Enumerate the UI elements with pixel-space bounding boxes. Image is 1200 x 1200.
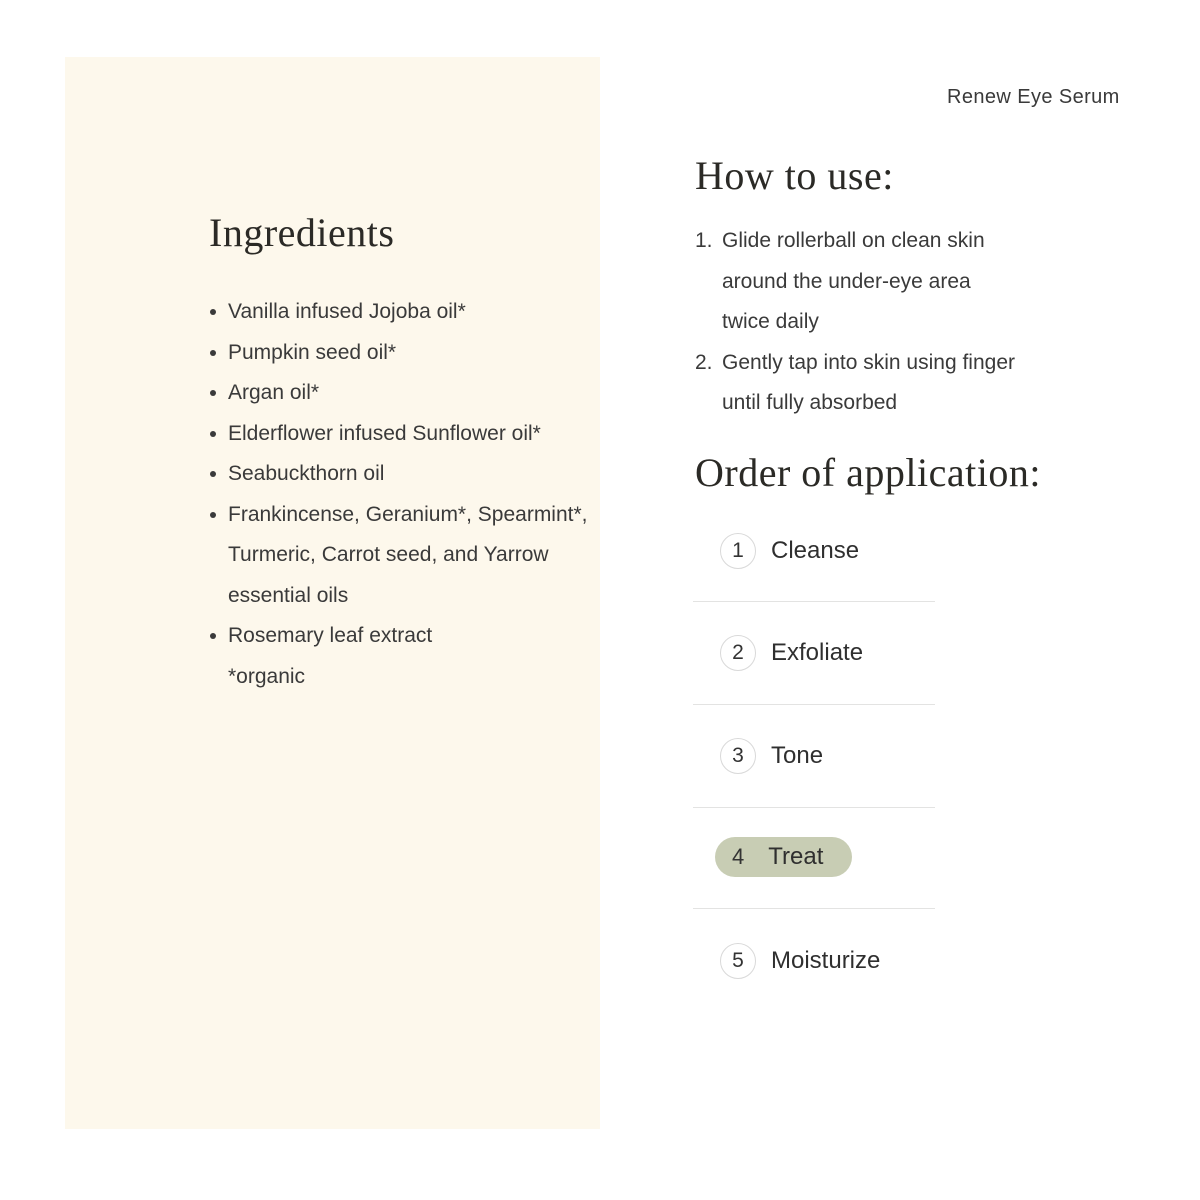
ingredient-text: Seabuckthorn oil [228,462,385,486]
order-of-application-list [693,0,935,1200]
order-step-number: 4 [732,844,745,869]
bullet-dot-icon [210,309,216,315]
product-name: Renew Eye Serum [947,86,1120,108]
ingredient-line [209,535,639,576]
ingredient-line [209,373,639,414]
order-step-label: Cleanse [771,537,860,564]
ingredient-text: Rosemary leaf extract [228,624,433,648]
ingredients-list [209,292,639,697]
order-step [720,533,859,569]
ingredient-line [209,657,639,698]
step-number: 1. [695,229,713,252]
step-number: 2. [695,350,713,374]
divider-line [693,807,935,808]
bullet-dot-icon [210,471,216,477]
order-step-label: Moisturize [771,947,881,974]
bullet-dot-icon [210,512,216,518]
bullet-dot-icon [210,431,216,437]
order-step-number: 3 [720,738,756,774]
ingredient-text: essential oils [228,583,349,607]
order-step-number: 5 [720,943,756,979]
ingredients-title: Ingredients [209,210,395,255]
how-to-use-title: How to use: [695,153,894,198]
divider-line [693,704,935,705]
ingredient-text: Elderflower infused Sunflower oil* [228,421,541,445]
order-step [720,738,823,774]
ingredient-line [209,576,639,617]
divider-line [693,908,935,909]
step-text-line: Gently tap into skin using finger [722,350,1015,374]
order-step-number: 1 [720,533,756,569]
ingredient-text: Frankincense, Geranium*, Spearmint*, [228,502,588,526]
ingredient-line [209,616,639,657]
order-step [720,943,880,979]
ingredient-text: Pumpkin seed oil* [228,340,397,364]
bullet-dot-icon [210,390,216,396]
step-text-line: until fully absorbed [722,391,898,414]
step-text-line: Glide rollerball on clean skin [722,229,985,252]
ingredient-text: Turmeric, Carrot seed, and Yarrow [228,543,549,567]
ingredient-text: Argan oil* [228,381,320,405]
ingredient-text: Vanilla infused Jojoba oil* [228,300,466,324]
ingredient-line [209,292,639,333]
ingredient-line [209,414,639,455]
order-step-label: Exfoliate [771,639,864,666]
order-step-number: 2 [720,635,756,671]
bullet-dot-icon [210,350,216,356]
ingredient-text: *organic [228,664,306,688]
order-step-highlighted [715,837,852,877]
order-step-label: Tone [771,742,824,769]
order-step-label: Treat [768,843,824,870]
ingredient-line [209,454,639,495]
ingredients-panel [65,57,600,1129]
order-step [720,635,863,671]
bullet-dot-icon [210,633,216,639]
divider-line [693,601,935,602]
order-of-application-title: Order of application: [695,450,1041,495]
step-text-line: around the under-eye area [722,269,971,293]
ingredient-line [209,333,639,374]
ingredient-line [209,495,639,536]
step-text-line: twice daily [722,310,819,333]
